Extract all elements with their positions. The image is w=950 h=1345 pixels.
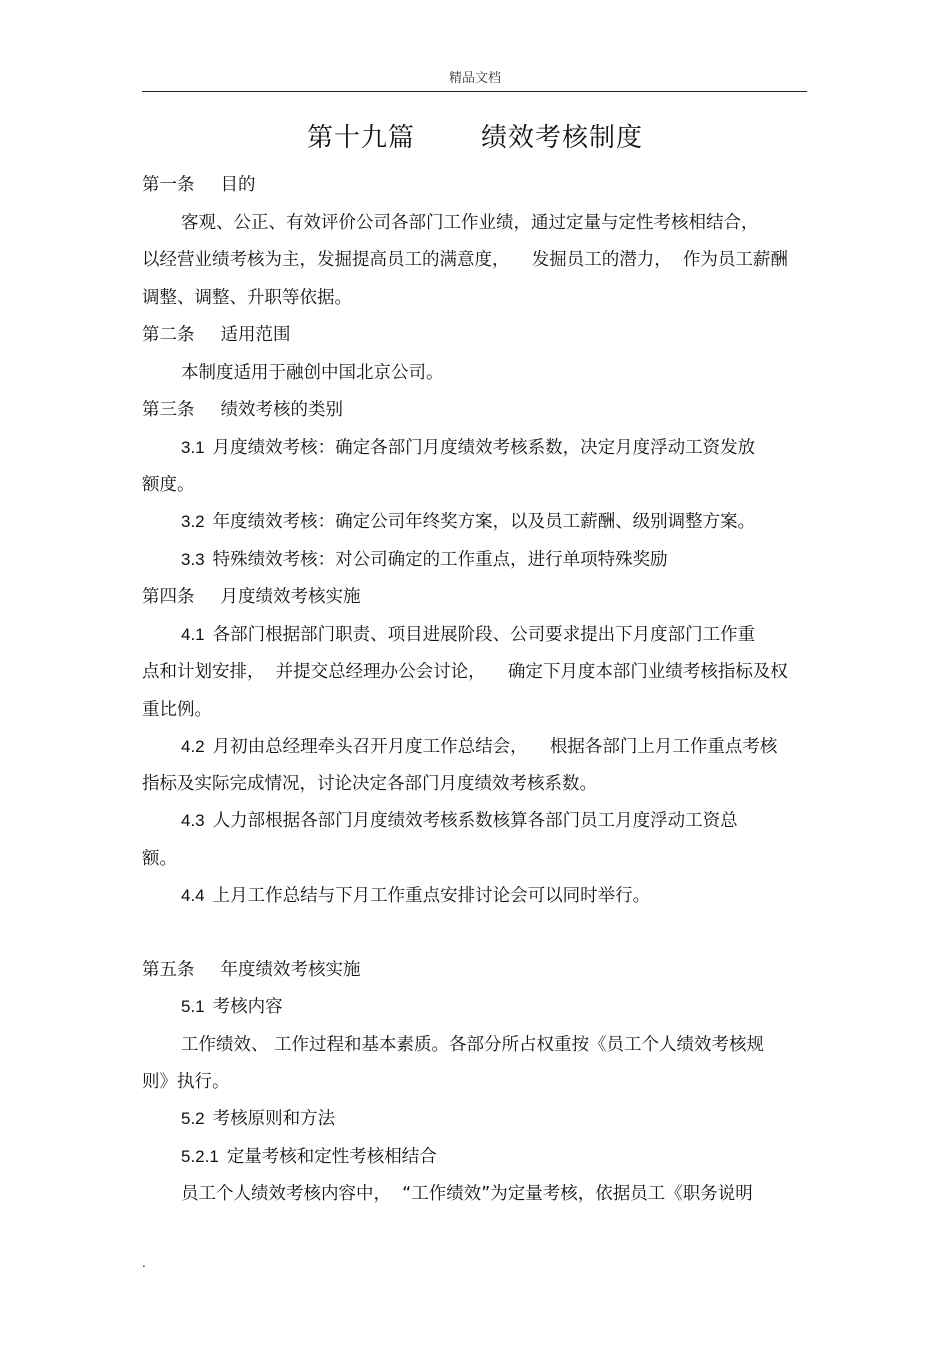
clause-number: 5.2 bbox=[181, 1109, 205, 1128]
title-name: 绩效考核制度 bbox=[481, 123, 644, 153]
page-footer-mark: . bbox=[142, 1256, 146, 1270]
title-part: 第十九篇 bbox=[306, 123, 415, 153]
clause-text: 人力部根据各部门月度绩效考核系数核算各部门员工月度浮动工资总 bbox=[212, 811, 738, 831]
clause-4-2 bbox=[181, 735, 777, 759]
clause-number: 3.3 bbox=[181, 550, 205, 569]
clause-number: 4.4 bbox=[181, 886, 205, 905]
clause-3-1 bbox=[181, 436, 755, 460]
paragraph-line: 点和计划安排， 并提交总经理办公会讨论， 确定下月度本部门业绩考核指标及权 bbox=[142, 662, 788, 682]
clause-number: 4.1 bbox=[181, 625, 205, 644]
paragraph-line: 重比例。 bbox=[142, 700, 212, 720]
article-label: 第五条 bbox=[142, 960, 195, 980]
article-2-heading bbox=[142, 323, 291, 347]
article-title: 绩效考核的类别 bbox=[220, 400, 343, 420]
clause-number: 4.2 bbox=[181, 737, 205, 756]
paragraph-line: 以经营业绩考核为主，发掘提高员工的满意度， 发掘员工的潜力， 作为员工薪酬 bbox=[142, 250, 788, 270]
clause-text: 考核内容 bbox=[212, 997, 283, 1017]
clause-number: 5.2.1 bbox=[181, 1147, 219, 1166]
article-label: 第二条 bbox=[142, 325, 195, 345]
article-1-heading bbox=[142, 173, 256, 197]
article-3-heading bbox=[142, 398, 343, 422]
clause-3-3 bbox=[181, 548, 668, 572]
header-divider bbox=[142, 91, 807, 92]
paragraph-line: 本制度适用于融创中国北京公司。 bbox=[181, 363, 444, 383]
clause-5-1 bbox=[181, 995, 283, 1019]
clause-number: 3.2 bbox=[181, 512, 205, 531]
clause-4-3 bbox=[181, 809, 738, 833]
clause-4-4 bbox=[181, 884, 650, 908]
article-label: 第三条 bbox=[142, 400, 195, 420]
document-title bbox=[0, 117, 950, 154]
clause-text: 月初由总经理牵头召开月度工作总结会， 根据各部门上月工作重点考核 bbox=[212, 737, 778, 757]
clause-text: 月度绩效考核：确定各部门月度绩效考核系数，决定月度浮动工资发放 bbox=[212, 438, 756, 458]
paragraph-line: 额。 bbox=[142, 849, 177, 869]
paragraph-line: 调整、调整、升职等依据。 bbox=[142, 288, 352, 308]
clause-text: 特殊绩效考核：对公司确定的工作重点，进行单项特殊奖励 bbox=[212, 550, 668, 570]
clause-number: 5.1 bbox=[181, 997, 205, 1016]
article-title: 目的 bbox=[220, 175, 256, 195]
article-title: 适用范围 bbox=[220, 325, 291, 345]
paragraph-line: 员工个人绩效考核内容中， “工作绩效”为定量考核，依据员工《职务说明 bbox=[181, 1184, 753, 1204]
article-label: 第一条 bbox=[142, 175, 195, 195]
article-title: 年度绩效考核实施 bbox=[220, 960, 361, 980]
clause-5-2 bbox=[181, 1107, 335, 1131]
paragraph-line: 指标及实际完成情况，讨论决定各部门月度绩效考核系数。 bbox=[142, 774, 597, 794]
article-5-heading bbox=[142, 958, 361, 982]
clause-number: 3.1 bbox=[181, 438, 205, 457]
clause-5-2-1 bbox=[181, 1145, 437, 1169]
paragraph-line: 工作绩效、 工作过程和基本素质。各部分所占权重按《员工个人绩效考核规 bbox=[181, 1035, 765, 1055]
page-header: 精品文档 bbox=[448, 71, 501, 86]
clause-text: 上月工作总结与下月工作重点安排讨论会可以同时举行。 bbox=[212, 886, 651, 906]
article-title: 月度绩效考核实施 bbox=[220, 587, 361, 607]
clause-text: 年度绩效考核：确定公司年终奖方案，以及员工薪酬、级别调整方案。 bbox=[212, 512, 756, 532]
paragraph-line: 客观、公正、有效评价公司各部门工作业绩，通过定量与定性考核相结合， bbox=[181, 213, 759, 233]
clause-4-1 bbox=[181, 623, 755, 647]
clause-text: 考核原则和方法 bbox=[212, 1109, 336, 1129]
article-label: 第四条 bbox=[142, 587, 195, 607]
paragraph-line: 则》执行。 bbox=[142, 1072, 230, 1092]
article-4-heading bbox=[142, 585, 361, 609]
paragraph-line: 额度。 bbox=[142, 475, 195, 495]
clause-number: 4.3 bbox=[181, 811, 205, 830]
clause-text: 各部门根据部门职责、项目进展阶段、公司要求提出下月度部门工作重 bbox=[212, 625, 756, 645]
clause-text: 定量考核和定性考核相结合 bbox=[226, 1147, 437, 1167]
clause-3-2 bbox=[181, 510, 755, 534]
